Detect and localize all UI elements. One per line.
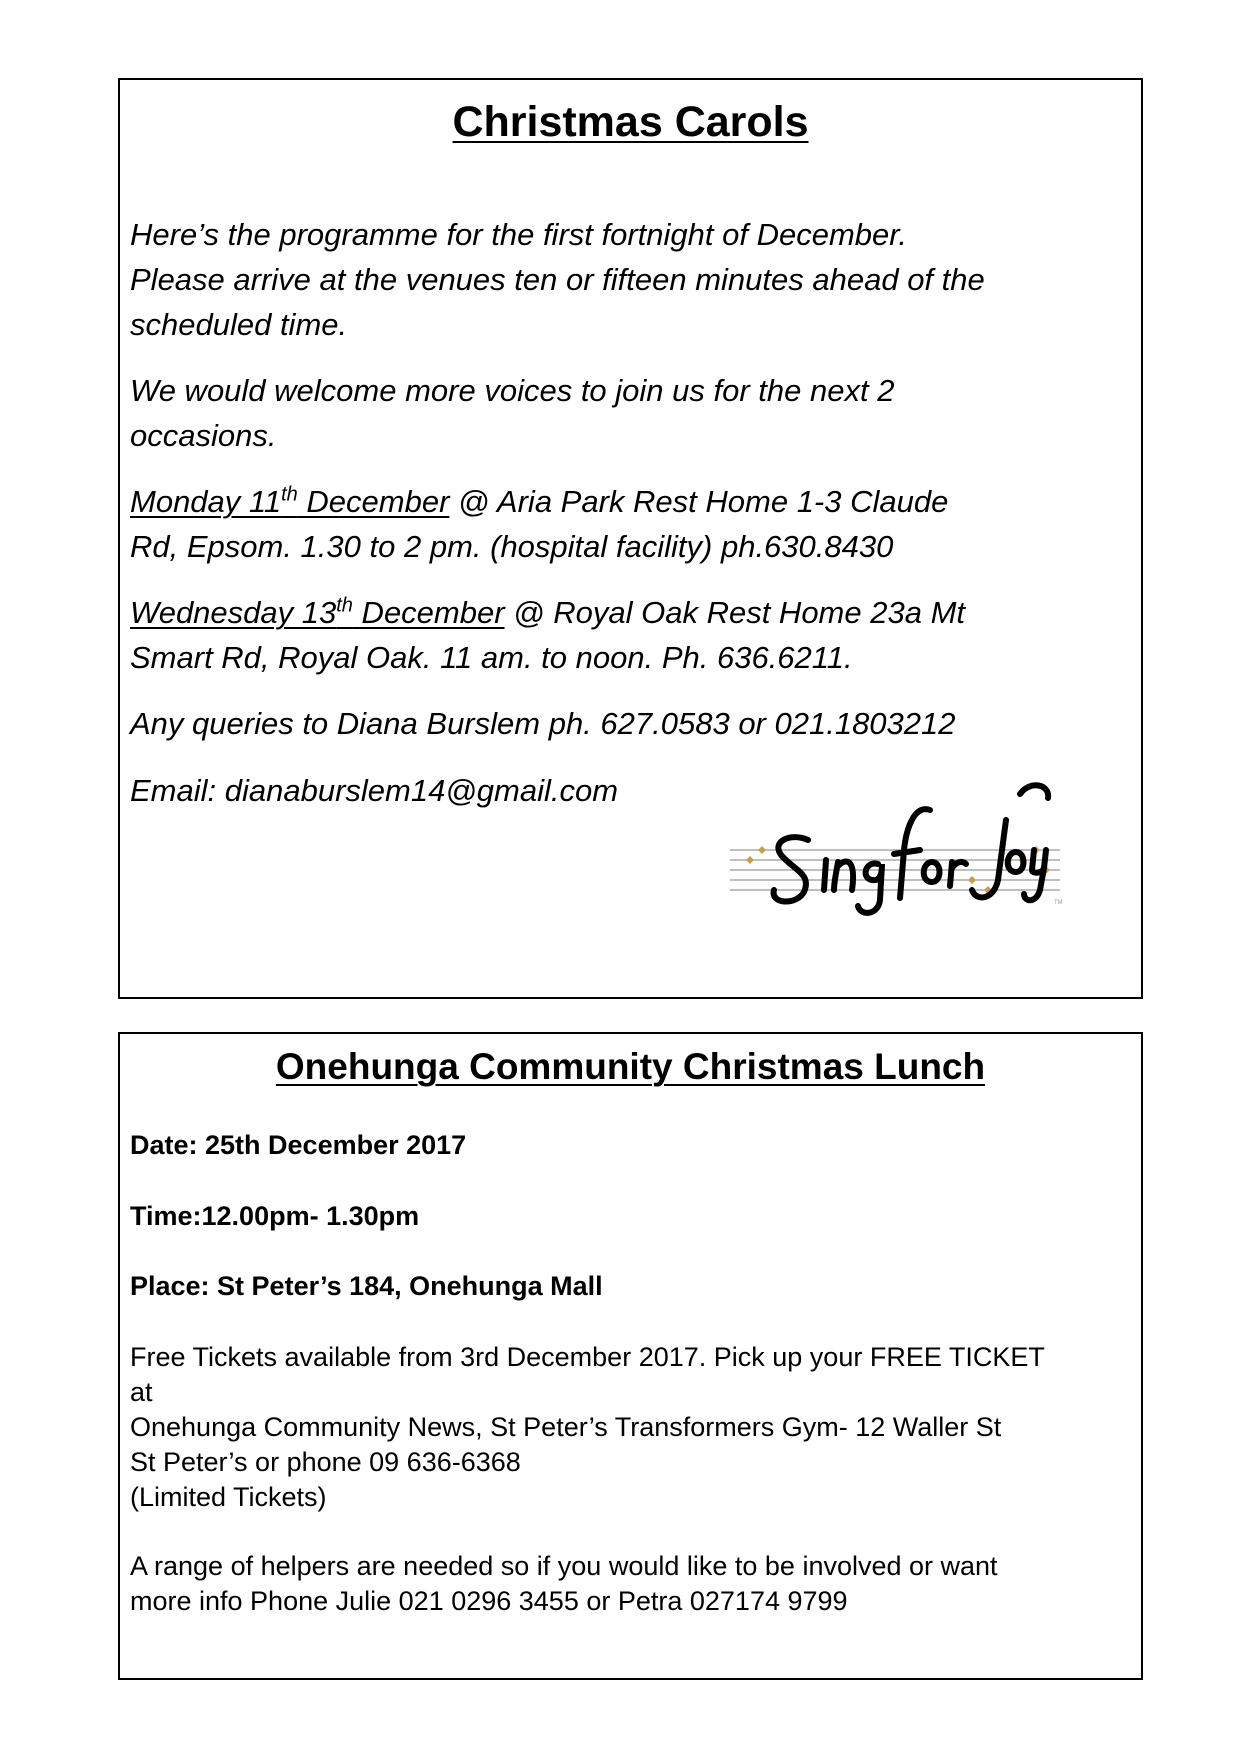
helpers-line-2: more info Phone Julie 021 0296 3455 or Petra 027174 9799 bbox=[130, 1586, 848, 1616]
event-1-date bbox=[130, 484, 449, 519]
helpers-line-1: A range of helpers are needed so if you would like to be involved or want bbox=[130, 1551, 998, 1581]
lunch-place: Place: St Peter’s 184, Onehunga Mall bbox=[130, 1271, 603, 1301]
intro-line-1: Here’s the programme for the first fortnight of December. bbox=[130, 217, 908, 252]
logo-script-strokes bbox=[774, 785, 1049, 913]
carols-intro bbox=[130, 212, 1131, 347]
lunch-tickets-info bbox=[130, 1340, 1131, 1515]
community-lunch-box bbox=[118, 1032, 1143, 1680]
tickets-line-5: (Limited Tickets) bbox=[130, 1482, 327, 1512]
event-1-day-suffix: th bbox=[281, 483, 298, 506]
event-1-details-line-2: Rd, Epsom. 1.30 to 2 pm. (hospital facility) ph.630.8430 bbox=[130, 529, 894, 564]
carols-queries: Any queries to Diana Burslem ph. 627.0583 or 021.1803212 bbox=[130, 706, 956, 741]
carols-email: Email: dianaburslem14@gmail.com bbox=[130, 773, 619, 808]
event-2-day-suffix: th bbox=[336, 594, 353, 617]
tickets-line-2: at bbox=[130, 1377, 153, 1407]
event-1-details-line-1: @ Aria Park Rest Home 1-3 Claude bbox=[449, 484, 949, 519]
carols-event-2 bbox=[130, 590, 1131, 680]
welcome-line-2: occasions. bbox=[130, 418, 277, 453]
sing-for-joy-logo bbox=[730, 770, 1063, 920]
lunch-time: Time:12.00pm- 1.30pm bbox=[130, 1201, 420, 1231]
event-2-date bbox=[130, 595, 505, 630]
christmas-carols-box bbox=[118, 78, 1143, 999]
intro-line-2: Please arrive at the venues ten or fifteen minutes ahead of the bbox=[130, 262, 985, 297]
carols-title: Christmas Carols bbox=[452, 98, 809, 146]
event-2-details-line-2: Smart Rd, Royal Oak. 11 am. to noon. Ph. 636.6211. bbox=[130, 640, 853, 675]
tickets-line-4: St Peter’s or phone 09 636-6368 bbox=[130, 1447, 521, 1477]
carols-welcome bbox=[130, 368, 1131, 458]
event-1-month: December bbox=[297, 484, 450, 519]
lunch-date: Date: 25th December 2017 bbox=[130, 1130, 467, 1160]
logo-tm-mark: TM bbox=[1054, 900, 1063, 906]
lunch-title: Onehunga Community Christmas Lunch bbox=[275, 1046, 986, 1087]
tickets-line-1: Free Tickets available from 3rd December 2017. Pick up your FREE TICKET bbox=[130, 1342, 1045, 1372]
event-2-month: December bbox=[352, 595, 505, 630]
lunch-helpers-info bbox=[130, 1549, 1131, 1619]
event-2-details-line-1: @ Royal Oak Rest Home 23a Mt bbox=[504, 595, 966, 630]
intro-line-3: scheduled time. bbox=[130, 307, 348, 342]
event-1-day: Monday 11 bbox=[130, 484, 282, 519]
event-2-day: Wednesday 13 bbox=[130, 595, 337, 630]
welcome-line-1: We would welcome more voices to join us for the next 2 bbox=[130, 373, 895, 408]
carols-event-1 bbox=[130, 479, 1131, 569]
tickets-line-3: Onehunga Community News, St Peter’s Transformers Gym- 12 Waller St bbox=[130, 1412, 1002, 1442]
